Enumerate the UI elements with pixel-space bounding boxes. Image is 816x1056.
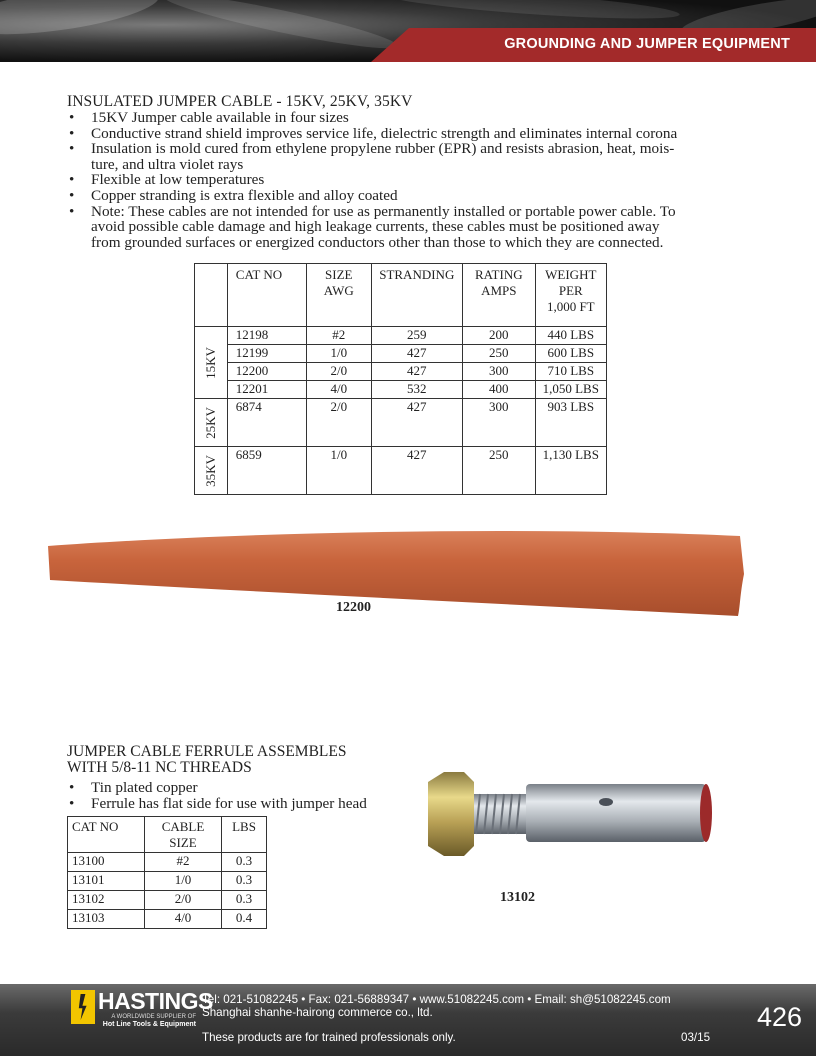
cell-size: 1/0 [306,345,371,363]
cell-amps: 300 [462,363,535,381]
table-row [195,447,607,495]
cable-image-caption: 12200 [336,600,371,615]
footer-company: Shanghai shanhe-hairong commerce co., ltd. [202,1006,433,1019]
table-header-row [195,264,607,327]
table-row [68,853,267,872]
ferrule-title [67,744,346,776]
list-item [67,172,747,188]
cell-lbs: 0.4 [222,910,267,929]
voltage-group-25kv: 25KV [195,399,228,447]
cell-weight: 1,050 LBS [535,381,606,399]
cell-amps: 400 [462,381,535,399]
cell-cat: 13100 [68,853,145,872]
ferrule-image-caption: 13102 [500,890,535,905]
table-row [195,381,607,399]
header-texture [380,0,681,24]
list-item [67,141,747,172]
cell-size: 2/0 [145,891,222,910]
cell-cat: 13102 [68,891,145,910]
table-row [195,345,607,363]
bullet-text: Note: These cables are not intended for use as permanently installed or portable power cable. To [91,202,676,220]
column-header: CABLE SIZE [145,817,222,853]
column-header: SIZE AWG [306,264,371,327]
cell-cat: 12199 [227,345,306,363]
cell-weight: 600 LBS [535,345,606,363]
ferrule-title-line: JUMPER CABLE FERRULE ASSEMBLES [67,743,347,760]
cell-strand: 427 [371,363,462,381]
cell-size: 2/0 [306,363,371,381]
footer-date: 03/15 [681,1031,711,1044]
cell-lbs: 0.3 [222,872,267,891]
cell-size: #2 [306,327,371,345]
cell-cat: 12200 [227,363,306,381]
cell-amps: 250 [462,447,535,495]
list-item [67,780,407,796]
cell-cat: 6874 [227,399,306,447]
cell-cat: 12198 [227,327,306,345]
set-screw-hole [599,798,613,806]
footer-disclaimer: These products are for trained professionals only. [202,1031,456,1044]
list-item [67,110,747,126]
cell-weight: 710 LBS [535,363,606,381]
bullet-text: Tin plated copper [91,779,198,796]
column-header: STRANDING [371,264,462,327]
cell-strand: 427 [371,345,462,363]
cable-bullets [67,110,747,250]
logo-tag-line: Hot Line Tools & Equipment [102,1021,196,1028]
cell-amps: 250 [462,345,535,363]
cell-strand: 532 [371,381,462,399]
logo-tag-line: A WORLDWIDE SUPPLIER OF [111,1014,196,1020]
bullet-text: ture, and ultra violet rays [91,155,244,173]
logo-name: HASTINGS [98,988,213,1014]
footer-contact: Tel: 021-51082245 • Fax: 021-56889347 • www.51082245.com • Email: sh@51082245.com [202,993,671,1006]
bullet-text: Copper stranding is extra flexible and alloy coated [91,186,398,204]
cell-lbs: 0.3 [222,891,267,910]
voltage-group-35kv: 35KV [195,447,228,495]
cable-spec-table [194,263,607,495]
jumper-cable-image [40,520,800,620]
column-header: CAT NO [227,264,306,327]
bullet-text: Conductive strand shield improves service life, dielectric strength and eliminates internal corona [91,124,678,142]
cell-strand: 259 [371,327,462,345]
bullet-text: from grounded surfaces or energized conductors other than those to which they are connected. [91,233,664,251]
cell-cat: 13103 [68,910,145,929]
list-item [67,796,407,812]
cell-amps: 300 [462,399,535,447]
cell-amps: 200 [462,327,535,345]
column-header: LBS [222,817,267,853]
cell-size: 4/0 [145,910,222,929]
ferrule-barrel [526,784,706,842]
cell-weight: 440 LBS [535,327,606,345]
ferrule-spec-table [67,816,267,929]
cell-size: 1/0 [145,872,222,891]
cell-strand: 427 [371,447,462,495]
header-texture [0,0,162,44]
section-title: GROUNDING AND JUMPER EQUIPMENT [504,36,790,52]
bullet-text: Ferrule has flat side for use with jumper head [91,794,367,812]
voltage-group-15kv: 15KV [195,327,228,399]
table-header-row [68,817,267,853]
cable-title: INSULATED JUMPER CABLE - 15KV, 25KV, 35KV [67,93,413,110]
cell-size: 4/0 [306,381,371,399]
cell-cat: 12201 [227,381,306,399]
page-number: 426 [756,1002,802,1032]
header-texture [160,0,399,57]
cell-cat: 13101 [68,872,145,891]
table-row [195,399,607,447]
table-row [68,891,267,910]
table-row [195,327,607,345]
ferrule-title-line: WITH 5/8-11 NC THREADS [67,759,252,776]
cell-cat: 6859 [227,447,306,495]
table-row [195,363,607,381]
cell-size: 2/0 [306,399,371,447]
bullet-text: Flexible at low temperatures [91,171,265,189]
column-header: WEIGHT PER 1,000 FT [535,264,606,327]
cell-strand: 427 [371,399,462,447]
list-item [67,126,747,142]
list-item [67,204,747,251]
column-header: CAT NO [68,817,145,853]
cell-lbs: 0.3 [222,853,267,872]
ferrule-image [420,768,720,864]
logo-tagline [98,1014,196,1029]
bullet-text: 15KV Jumper cable available in four sizes [91,109,349,126]
cell-size: 1/0 [306,447,371,495]
bullet-text: avoid possible cable damage and high leakage currents, these cables must be positioned away [91,218,660,236]
cell-weight: 1,130 LBS [535,447,606,495]
ferrule-end [700,784,712,842]
list-item [67,188,747,204]
hex-nut [428,772,474,856]
ferrule-bullets [67,780,407,811]
column-header: RATING AMPS [462,264,535,327]
group-header [195,264,228,327]
table-row [68,872,267,891]
cell-weight: 903 LBS [535,399,606,447]
cell-size: #2 [145,853,222,872]
cable-body [48,531,744,616]
bullet-text: Insulation is mold cured from ethylene propylene rubber (EPR) and resists abrasion, heat, mois- [91,140,675,158]
table-row [68,910,267,929]
